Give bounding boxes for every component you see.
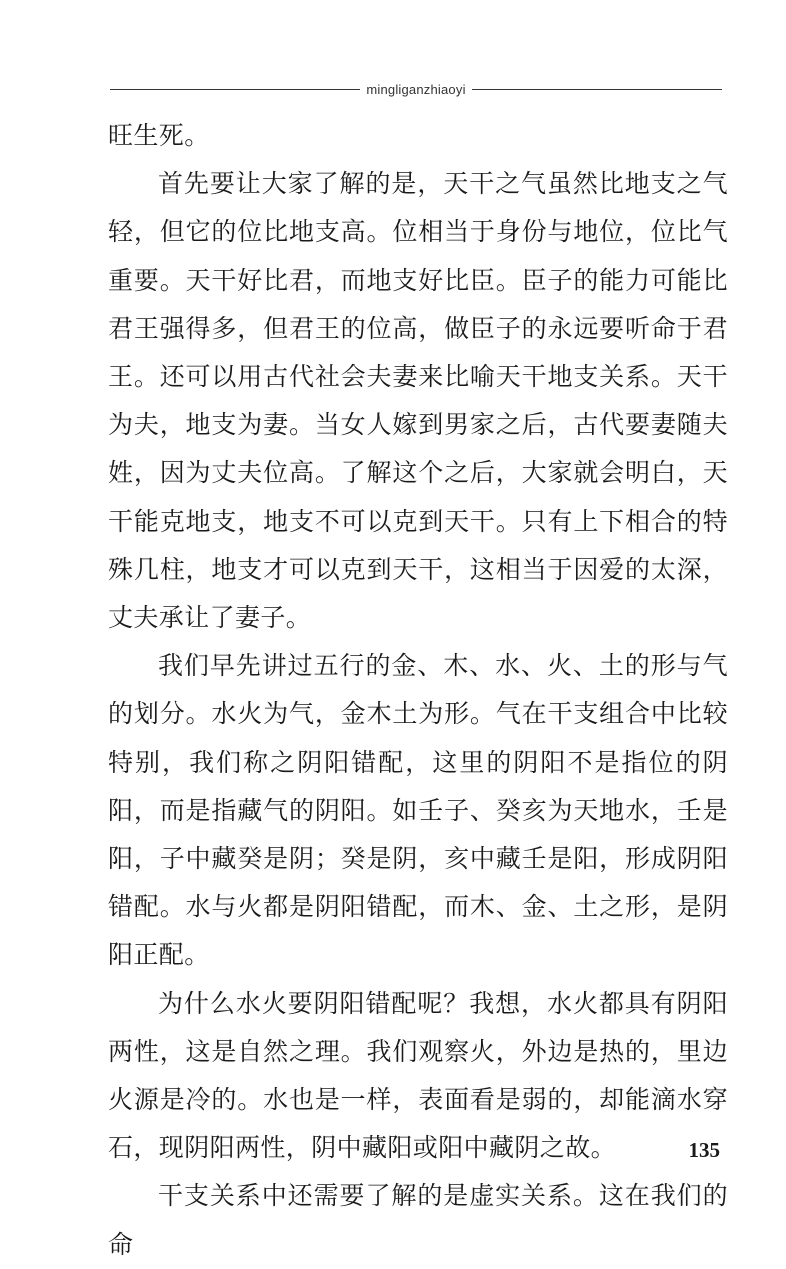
paragraph: 我们早先讲过五行的金、木、水、火、土的形与气的划分。水火为气，金木土为形。气在干支组合中比较特别，我们称之阴阳错配，这里的阴阳不是指位的阴阳，而是指藏气的阴阳。如壬子、癸亥为天地水，壬是阳，子中藏癸是阴；癸是阴，亥中藏壬是阳，形成阴阳错配。水与火都是阴阳错配，而木、金、土之形，是阴阳正配。 [108,651,728,970]
page-number: 135 [688,1138,720,1162]
paragraph: 首先要让大家了解的是，天干之气虽然比地支之气轻，但它的位比地支高。位相当于身份与地位，位比气重要。天干好比君，而地支好比臣。臣子的能力可能比君王强得多，但君王的位高，做臣子的永远要听命于君王。还可以用古代社会夫妻来比喻天干地支关系。天干为夫，地支为妻。当女人嫁到男家之后，古代要妻随夫姓，因为丈夫位高。了解这个之后，大家就会明白，天干能克地支，地支不可以克到天干。只有上下相合的特殊几柱，地支才可以克到天干，这相当于因爱的太深，丈夫承让了妻子。 [108,169,728,633]
paragraph: 干支关系中还需要了解的是虚实关系。这在我们的命 [108,1181,728,1259]
header-rule-right [472,89,722,90]
running-title: mingliganzhiaoyi [366,81,466,97]
page-header [110,78,722,100]
paragraph-continued: 旺生死。 [108,121,210,150]
body-text [108,112,728,1269]
paragraph: 为什么水火要阴阳错配呢？我想，水火都具有阴阳两性，这是自然之理。我们观察火，外边是热的，里边火源是冷的。水也是一样，表面看是弱的，却能滴水穿石，现阴阳两性，阴中藏阳或阳中藏阴之故。 [108,988,728,1163]
header-rule-left [110,89,360,90]
